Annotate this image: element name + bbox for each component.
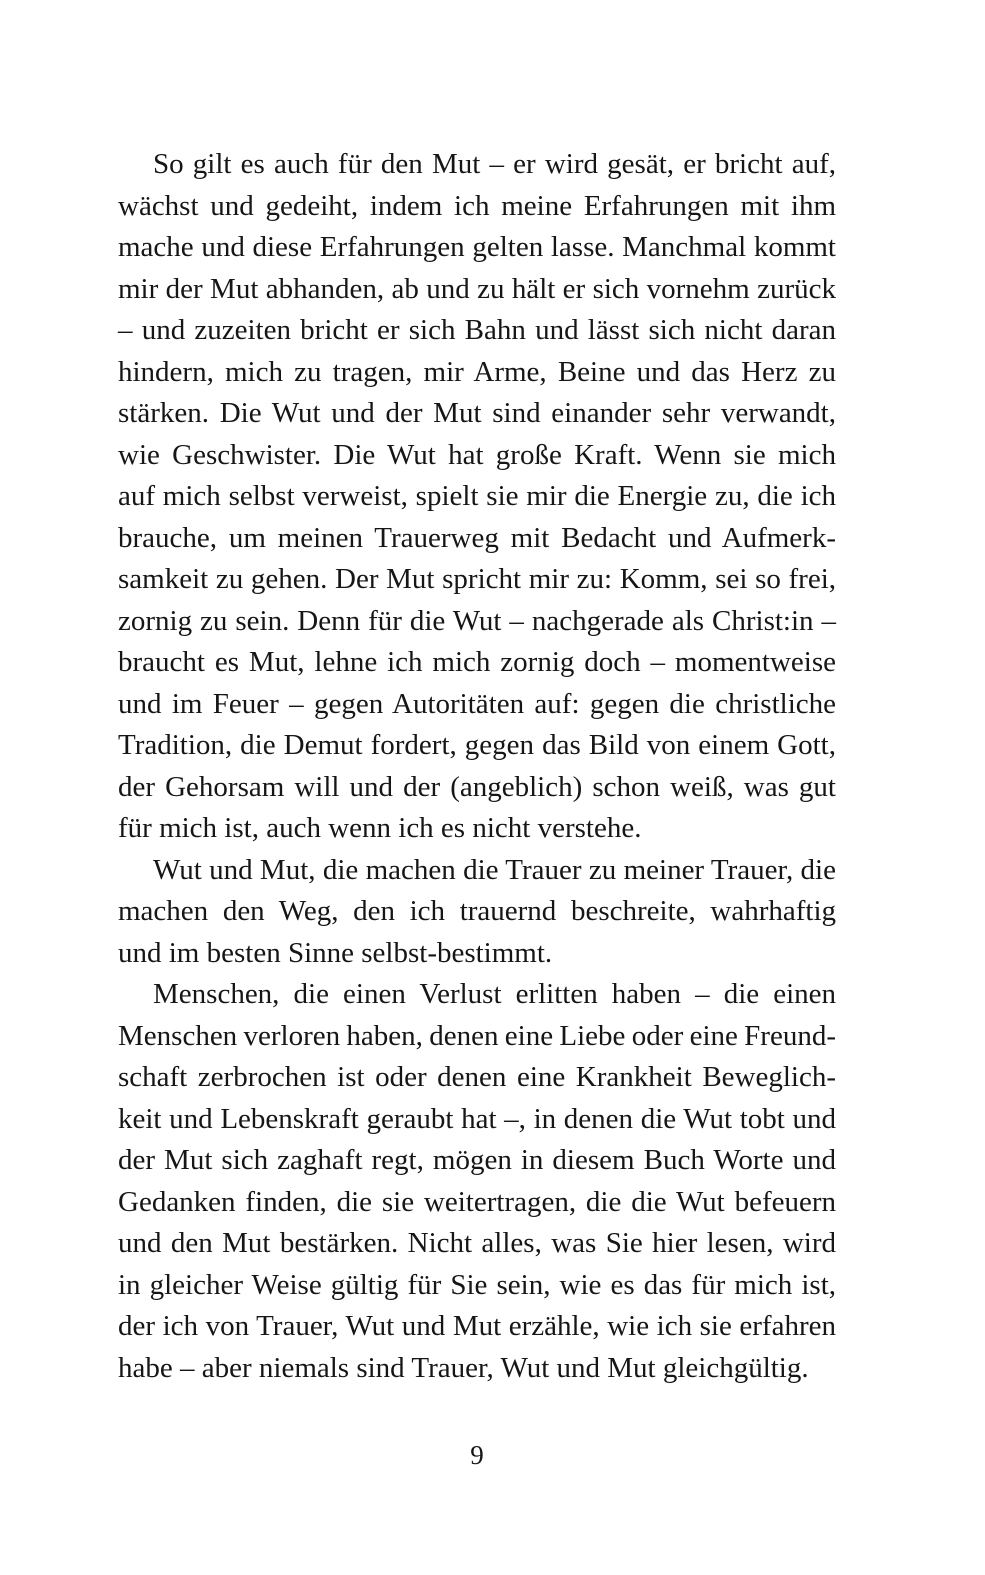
text-line-content: – und zuzeiten bricht er sich Bahn und lässt sich nicht daran xyxy=(118,314,836,346)
text-line-content: mir der Mut abhanden, ab und zu hält er sich vornehm zurück xyxy=(118,272,836,305)
text-line-content: und im besten Sinne selbst-bestimmt. xyxy=(118,936,553,969)
text-line-content: in gleicher Weise gültig für Sie sein, wie es das für mich ist, xyxy=(118,1268,836,1301)
text-line-content: habe – aber niemals sind Trauer, Wut und Mut gleichgültig. xyxy=(118,1351,809,1384)
text-line-content: samkeit zu gehen. Der Mut spricht mir zu: Komm, sei so frei, xyxy=(118,563,836,595)
text-line xyxy=(118,393,836,435)
text-line xyxy=(118,891,836,933)
text-line xyxy=(118,1057,836,1099)
text-line-content: für mich ist, auch wenn ich es nicht verstehe. xyxy=(118,812,642,844)
text-line xyxy=(118,559,836,601)
text-line xyxy=(118,310,836,352)
text-line-content: hindern, mich zu tragen, mir Arme, Beine und das Herz zu xyxy=(118,355,836,388)
text-line xyxy=(118,1016,836,1058)
text-line xyxy=(118,1348,836,1390)
text-line-content: wächst und gedeiht, indem ich meine Erfahrungen mit ihm xyxy=(118,189,836,222)
text-line-content: stärken. Die Wut und der Mut sind einander sehr verwandt, xyxy=(118,397,836,429)
text-line-content: auf mich selbst verweist, spielt sie mir die Energie zu, die ich xyxy=(118,480,836,512)
text-line-content: So gilt es auch für den Mut – er wird gesät, er bricht auf, xyxy=(153,148,836,180)
text-line xyxy=(118,1099,836,1141)
text-line-content: schaft zerbrochen ist oder denen eine Krankheit Beweglich- xyxy=(118,1061,836,1093)
text-line xyxy=(118,850,836,892)
text-line xyxy=(118,1223,836,1265)
text-line xyxy=(118,974,836,1016)
text-line-content: brauche, um meinen Trauerweg mit Bedacht und Aufmerk- xyxy=(118,521,836,554)
text-line xyxy=(118,601,836,643)
text-line-content: Menschen verloren haben, denen eine Liebe oder eine Freund- xyxy=(118,1019,836,1052)
text-line-content: Gedanken finden, die sie weitertragen, die die Wut befeuern xyxy=(118,1185,836,1218)
page-text xyxy=(118,144,836,1389)
text-line-content: der ich von Trauer, Wut und Mut erzähle, wie ich sie erfahren xyxy=(118,1310,836,1342)
text-line xyxy=(118,1306,836,1348)
text-line-content: der Mut sich zaghaft regt, mögen in diesem Buch Worte und xyxy=(118,1144,836,1176)
text-line-content: und den Mut bestärken. Nicht alles, was Sie hier lesen, wird xyxy=(118,1227,836,1259)
text-line-content: Wut und Mut, die machen die Trauer zu meiner Trauer, die xyxy=(153,853,836,886)
text-line xyxy=(118,186,836,228)
paragraph xyxy=(118,974,836,1389)
text-line xyxy=(118,1265,836,1307)
text-line-content: Tradition, die Demut fordert, gegen das Bild von einem Gott, xyxy=(118,729,836,761)
text-line xyxy=(118,476,836,518)
text-line xyxy=(118,269,836,311)
text-line xyxy=(118,808,836,850)
text-line xyxy=(118,642,836,684)
paragraph xyxy=(118,850,836,975)
text-line-content: der Gehorsam will und der (angeblich) schon weiß, was gut xyxy=(118,770,836,803)
text-line xyxy=(118,767,836,809)
text-line xyxy=(118,725,836,767)
text-line xyxy=(118,518,836,560)
page-number: 9 xyxy=(470,1440,484,1470)
text-line-content: Menschen, die einen Verlust erlitten haben – die einen xyxy=(153,978,836,1010)
text-line-content: wie Geschwister. Die Wut hat große Kraft. Wenn sie mich xyxy=(118,438,836,471)
text-line xyxy=(118,933,836,975)
text-line-content: machen den Weg, den ich trauernd beschreite, wahrhaftig xyxy=(118,895,836,927)
text-line xyxy=(118,1182,836,1224)
text-line xyxy=(118,227,836,269)
text-line xyxy=(118,144,836,186)
text-line xyxy=(118,352,836,394)
text-line xyxy=(118,1140,836,1182)
text-line-content: mache und diese Erfahrungen gelten lasse. Manchmal kommt xyxy=(118,231,836,263)
text-line xyxy=(118,435,836,477)
text-line xyxy=(118,684,836,726)
text-line-content: und im Feuer – gegen Autoritäten auf: gegen die christliche xyxy=(118,687,836,720)
text-line-content: zornig zu sein. Denn für die Wut – nachgerade als Christ:in – xyxy=(118,604,836,637)
text-line-content: braucht es Mut, lehne ich mich zornig doch – momentweise xyxy=(118,646,836,678)
paragraph xyxy=(118,144,836,850)
text-line-content: keit und Lebenskraft geraubt hat –, in denen die Wut tobt und xyxy=(118,1102,836,1135)
